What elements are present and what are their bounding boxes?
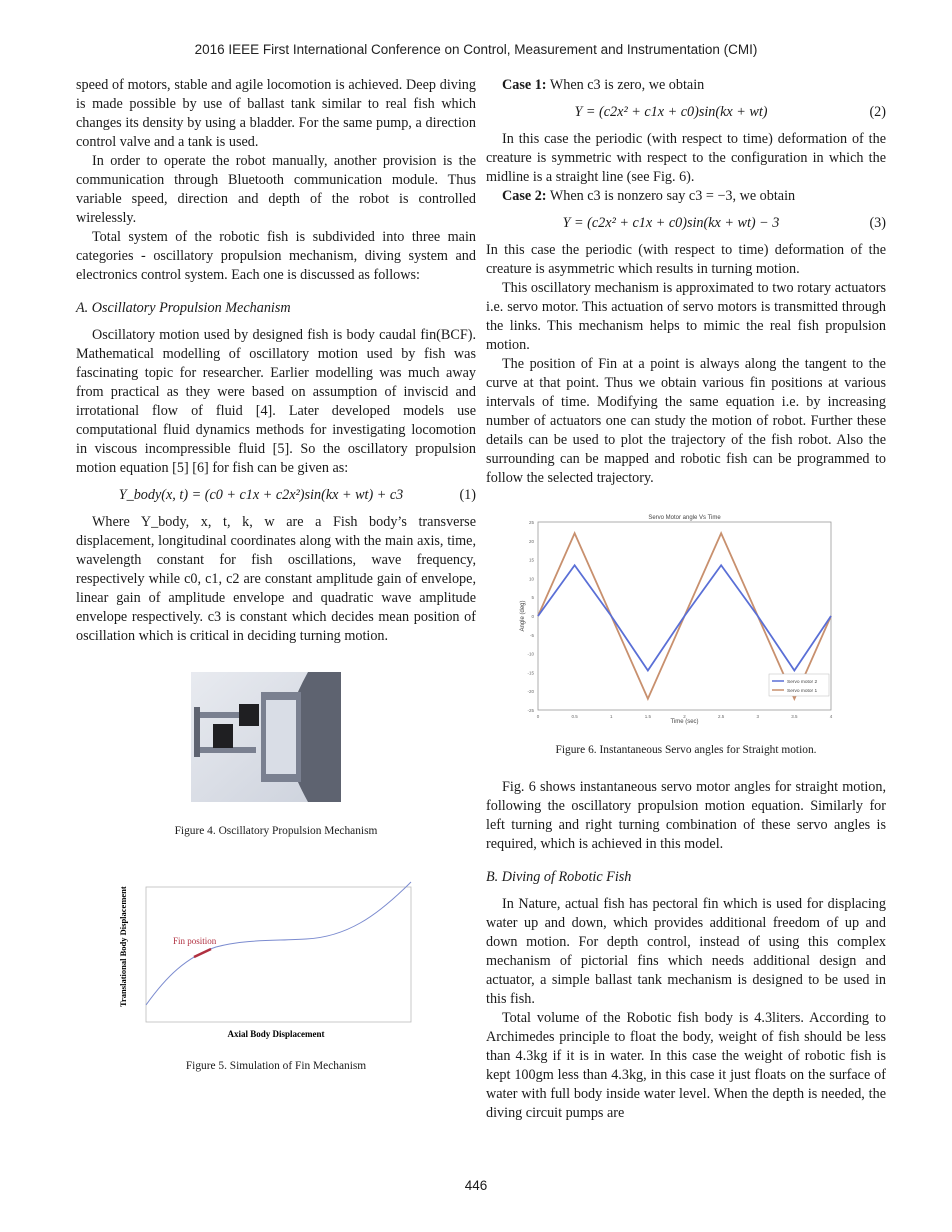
paragraph: In order to operate the robot manually, another provision is the communication through Bluetooth communication module. Thus variable speed, direction and depth of the robot is controlled wirelessly.	[76, 153, 476, 226]
y-tick-label: 10	[528, 576, 534, 582]
equation-number: (2)	[869, 104, 886, 120]
paragraph: speed of motors, stable and agile locomotion is achieved. Deep diving is made possible by use of ballast tank similar to real fish which changes its density by using a bladder. For the same pump, a direction control valve and a tank is used.	[76, 77, 476, 150]
case-1-line	[486, 76, 886, 95]
x-axis-label: Axial Body Displacement	[227, 1029, 325, 1039]
y-tick-label: 20	[528, 538, 534, 544]
figure-6-servo-chart	[486, 510, 886, 725]
left-column	[76, 76, 476, 1076]
x-tick-label: 3	[756, 714, 760, 719]
x-tick-label: 2	[683, 714, 686, 719]
paragraph: In this case the periodic (with respect to time) deformation of the creature is asymmetric which results in turning motion.	[486, 242, 886, 277]
y-tick-label: -10	[527, 651, 534, 657]
y-tick-label: -5	[529, 632, 534, 638]
y-tick-label: 15	[528, 557, 534, 563]
case-2-label: Case 2:	[502, 188, 547, 204]
conference-header: 2016 IEEE First International Conference on Control, Measurement and Instrumentation (CMI)	[194, 42, 758, 57]
equation-number: (3)	[869, 215, 886, 231]
fin-position-label: Fin position	[173, 936, 217, 946]
case-1-label: Case 1:	[502, 77, 547, 93]
equation-1	[76, 486, 476, 505]
paragraph: Total volume of the Robotic fish body is 4.3liters. According to Archimedes principle to float the body, weight of fish should be less than 4.3kg if it is in water. In this case the weight of robotic fish is kept 100gm less than 4.3kg, in this case it just floats on the surface of water with full body inside water level. When the depth is needed, the diving circuit pumps are	[486, 1010, 886, 1121]
y-tick-label: -25	[527, 708, 534, 713]
section-heading-a: A. Oscillatory Propulsion Mechanism	[76, 300, 291, 316]
figure-4-caption: Figure 4. Oscillatory Propulsion Mechanism	[174, 825, 378, 837]
paragraph: Where Y_body, x, t, k, w are a Fish body’s transverse displacement, longitudinal coordinates along with the main axis, time, wavelength constant for fish oscillations, wave frequency, respectively while c0, c1, c2 are constant amplitude gain of envelope, linear gain of amplitude envelope and quadratic wave amplitude envelope respectively. c3 is constant which decides mean position of oscillation which is critical in deciding turning motion.	[76, 514, 476, 644]
equation-text: Y_body(x, t) = (c0 + c1x + c2x²)sin(kx + wt) + c3	[118, 487, 404, 503]
figure-6-caption: Figure 6. Instantaneous Servo angles for Straight motion.	[555, 744, 817, 756]
y-tick-label: 0	[531, 614, 534, 619]
x-axis-label: Time (sec)	[670, 719, 699, 725]
figure-5-caption: Figure 5. Simulation of Fin Mechanism	[185, 1060, 367, 1072]
legend-label: Servo motor 2	[787, 680, 818, 685]
x-tick-label: 3.5	[791, 714, 798, 719]
equation-2	[486, 103, 886, 122]
paragraph: The position of Fin at a point is always along the tangent to the curve at that point. Thus we obtain various fin positions at various intervals of time. Modifying the same equation i.e. by increasing number of actuators one can study the motion of robot. Further these details can be used to plot the trajectory of the fish robot. Also the surrounding can be mapped and robotic fish can be programmed to follow the selected trajectory.	[486, 356, 886, 486]
equation-text: Y = (c2x² + c1x + c0)sin(kx + wt) − 3	[562, 215, 780, 231]
section-heading-b: B. Diving of Robotic Fish	[486, 869, 632, 885]
paragraph: Total system of the robotic fish is subdivided into three main categories - oscillatory propulsion mechanism, diving system and electronics control system. Each one is discussed as follows:	[76, 229, 476, 283]
equation-3	[486, 214, 886, 233]
paragraph: Fig. 6 shows instantaneous servo motor angles for straight motion, following the oscillatory propulsion motion equation. Similarly for left turning and right turning combination of these servo angles is required, which is achieved in this model.	[486, 779, 886, 852]
case-1-text: When c3 is zero, we obtain	[549, 77, 705, 93]
y-tick-label: 5	[531, 595, 534, 601]
y-tick-label: 25	[528, 520, 534, 525]
y-axis-label: Angle (deg)	[520, 600, 526, 632]
figure-5-simulation	[76, 877, 476, 1047]
x-tick-label: 0	[536, 714, 540, 719]
paragraph: Oscillatory motion used by designed fish is body caudal fin(BCF). Mathematical modelling of oscillatory motion used by fish was fascinating topic for researcher. Earlier modelling was much away from practical as they were based on assumption of inviscid and irrotational flow of fluid [4]. Later developed models use computational fluid dynamics methods for investigating locomotion in viscous incompressible fluid [5]. So the oscillatory propulsion motion equation [5] [6] for fish can be given as:	[76, 327, 476, 476]
case-2-line	[486, 187, 886, 206]
x-tick-label: 1.5	[644, 714, 652, 719]
right-column	[486, 76, 886, 1123]
chart-title: Servo Motor angle Vs Time	[648, 515, 721, 521]
x-tick-label: 0.5	[571, 714, 578, 719]
x-tick-label: 2.5	[717, 714, 725, 719]
y-tick-label: -20	[527, 689, 534, 695]
paragraph: In Nature, actual fish has pectoral fin which is used for displacing water up and down, which provides additional freedom of up and down motion. For depth control, instead of using this complex mechanism of pictorial fins which needs additional design and actuator, a simple ballast tank mechanism is designed to be used in this fish.	[486, 896, 886, 1007]
y-axis-label: Translational Body Displacement	[118, 886, 128, 1007]
case-2-text: When c3 is nonzero say c3 = −3, we obtain	[549, 188, 796, 204]
page-number: 446	[464, 1178, 488, 1193]
figure-4-mechanism	[76, 672, 476, 802]
paragraph: This oscillatory mechanism is approximated to two rotary actuators i.e. servo motor. This actuation of servo motors is transmitted through the links. This mechanism helps to mimic the real fish propulsion motion.	[486, 280, 886, 353]
equation-number: (1)	[459, 487, 476, 503]
x-tick-label: 4	[829, 714, 833, 719]
x-tick-label: 1	[609, 714, 613, 719]
legend-label: Servo motor 1	[787, 689, 818, 694]
paragraph: In this case the periodic (with respect to time) deformation of the creature is symmetric with respect to the configuration in which the midline is a straight line (see Fig. 6).	[486, 131, 886, 185]
equation-text: Y = (c2x² + c1x + c0)sin(kx + wt)	[574, 104, 768, 120]
y-tick-label: -15	[527, 670, 534, 676]
